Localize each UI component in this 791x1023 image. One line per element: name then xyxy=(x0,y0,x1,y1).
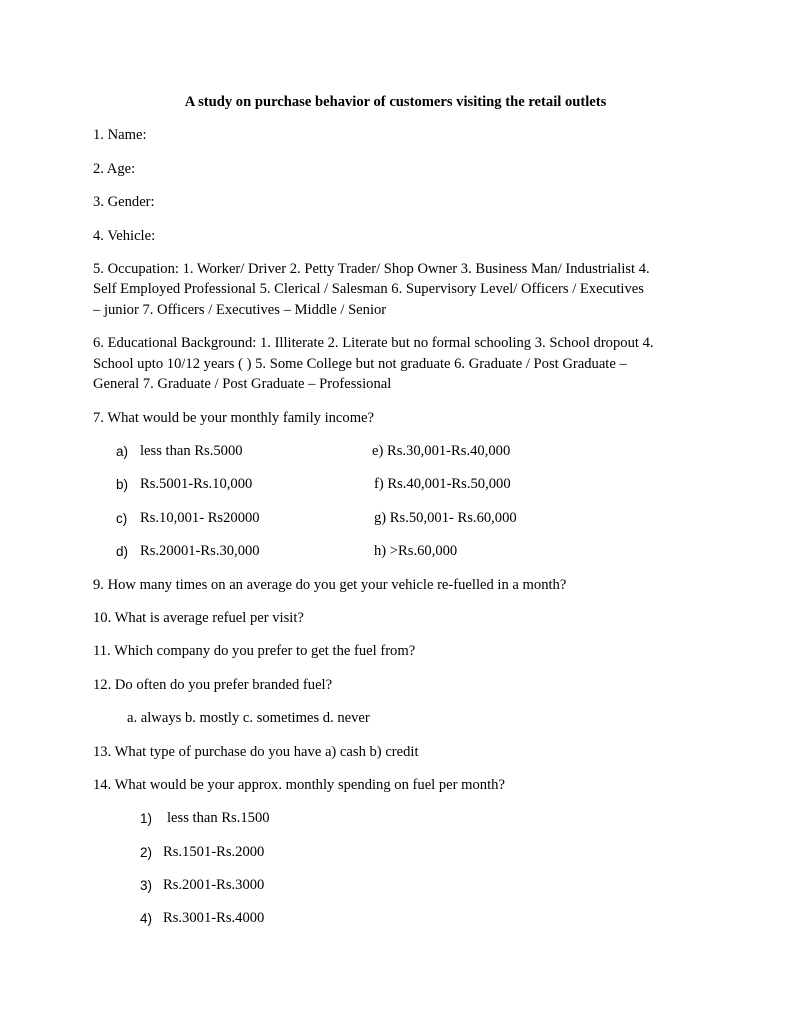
question-refuel-average: 10. What is average refuel per visit? xyxy=(93,610,304,626)
education-line-2: School upto 10/12 years ( ) 5. Some College but not graduate 6. Graduate / Post Graduate – xyxy=(93,356,627,372)
question-vehicle: 4. Vehicle: xyxy=(93,228,156,244)
occupation-line-1: 5. Occupation: 1. Worker/ Driver 2. Petty Trader/ Shop Owner 3. Business Man/ Industrialist 4. xyxy=(93,261,650,277)
option-marker: 2) xyxy=(140,845,153,860)
question-gender: 3. Gender: xyxy=(93,194,155,210)
option-text: Rs.2001-Rs.3000 xyxy=(163,877,265,893)
question-age: 2. Age: xyxy=(93,161,136,177)
question-purchase-type: 13. What type of purchase do you have a) cash b) credit xyxy=(93,744,419,760)
occupation-line-3: – junior 7. Officers / Executives – Middle / Senior xyxy=(93,302,387,318)
education-line-3: General 7. Graduate / Post Graduate – Professional xyxy=(93,376,392,392)
option-text: less than Rs.1500 xyxy=(167,810,270,826)
option-text-right: g) Rs.50,001- Rs.60,000 xyxy=(374,510,517,526)
option-text-right: e) Rs.30,001-Rs.40,000 xyxy=(372,443,511,459)
document-title: A study on purchase behavior of customers visiting the retail outlets xyxy=(184,94,607,110)
question-income: 7. What would be your monthly family income? xyxy=(93,410,375,426)
option-text: less than Rs.5000 xyxy=(140,443,243,459)
option-marker: 3) xyxy=(140,878,153,893)
question-name: 1. Name: xyxy=(93,127,147,143)
question-branded-fuel: 12. Do often do you prefer branded fuel? xyxy=(93,677,333,693)
occupation-line-2: Self Employed Professional 5. Clerical / Salesman 6. Supervisory Level/ Officers / Executives xyxy=(93,281,644,297)
branded-fuel-options: a. always b. mostly c. sometimes d. never xyxy=(127,710,370,726)
option-marker: b) xyxy=(116,477,129,492)
option-text-right: h) >Rs.60,000 xyxy=(374,543,458,559)
option-marker: 4) xyxy=(140,911,153,926)
option-text: Rs.1501-Rs.2000 xyxy=(163,844,265,860)
option-marker: c) xyxy=(116,511,128,526)
question-fuel-company: 11. Which company do you prefer to get the fuel from? xyxy=(93,643,416,659)
option-text: Rs.10,001- Rs20000 xyxy=(140,510,260,526)
education-line-1: 6. Educational Background: 1. Illiterate 2. Literate but no formal schooling 3. School dropout 4. xyxy=(93,335,654,351)
option-text: Rs.3001-Rs.4000 xyxy=(163,910,265,926)
option-text-right: f) Rs.40,001-Rs.50,000 xyxy=(374,476,511,492)
question-monthly-spending: 14. What would be your approx. monthly spending on fuel per month? xyxy=(93,777,505,793)
option-text: Rs.20001-Rs.30,000 xyxy=(140,543,260,559)
option-marker: 1) xyxy=(140,811,153,826)
option-marker: d) xyxy=(116,544,129,559)
option-text: Rs.5001-Rs.10,000 xyxy=(140,476,253,492)
question-refuel-frequency: 9. How many times on an average do you get your vehicle re-fuelled in a month? xyxy=(93,577,567,593)
option-marker: a) xyxy=(116,444,129,459)
